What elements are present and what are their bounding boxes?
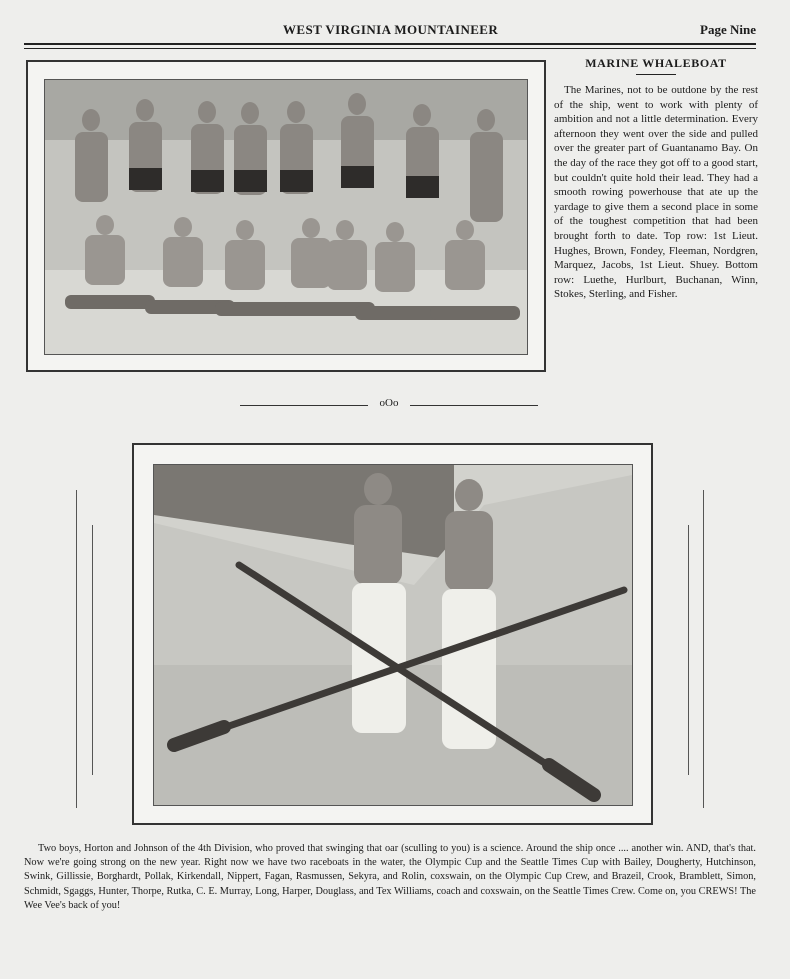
oar-photo-frame	[132, 443, 653, 825]
oar-photo-image	[154, 465, 632, 805]
crew-photo-image	[45, 80, 527, 354]
decorative-vline-left-outer	[76, 490, 77, 808]
marine-whaleboat-article	[554, 56, 758, 302]
separator-ornament: oOo	[379, 397, 399, 409]
crew-photo-frame	[26, 60, 546, 372]
title-underline	[636, 74, 676, 75]
page-header	[24, 22, 756, 42]
horton-johnson-oar-photo	[153, 464, 633, 806]
article-title: MARINE WHALEBOAT	[585, 56, 727, 70]
page-number: Page Nine	[700, 22, 756, 37]
article-body: The Marines, not to be outdone by the rest of the ship, went to work with plenty of ambition and not a little determination. Every afternoon they went over the side and pulled over the greater part of Guantanamo Bay. On the day of the race they got off to a good start, but couldn't quite hold their lead. They had a smooth rowing powerhouse that ate up the yardage to give them a second place in some of the toughest competition that had been brought forth to date. Top row: 1st Lieut. Hughes, Brown, Fondey, Fleeman, Nordgren, Marquez, Jacobs, 1st Lieut. Shuey. Bottom row: Luethe, Hurlburt, Buchanan, Winn, Stokes, Sterling, and Fisher.	[554, 84, 758, 301]
separator-line-right	[410, 405, 538, 406]
section-separator	[240, 397, 538, 413]
oar-photo-caption: Two boys, Horton and Johnson of the 4th Division, who proved that swinging that oar (sculling to you) is a science. Around the ship once .... another win. AND, that's that. Now we're going strong on the new year. Right now we have two raceboats in the water, the Olympic Cup and the Seattle Times Cup with Bailey, Dougherty, Hutchinson, Swink, Gillissie, Borghardt, Pollak, Kirkendall, Nippert, Fagan, Rasmussen, Sekyra, and Rolin, coxswain, on the Olympic Cup Crew, and Brazeil, Crook, Bramblett, Simon, Schmidt, Sgaggs, Hunter, Thorpe, Rutka, C. E. Murray, Long, Harper, Douglass, and Tex Williams, coach and coxswain, on the Seattle Times Crew. Come on, you CREWS! The Wee Vee's back of you!	[24, 843, 756, 911]
decorative-vline-right-outer	[703, 490, 704, 808]
masthead: WEST VIRGINIA MOUNTAINEER	[283, 22, 499, 37]
header-rule-thick	[24, 43, 756, 45]
header-rule-thin	[24, 48, 756, 49]
marine-whaleboat-crew-photo	[44, 79, 528, 355]
decorative-vline-left-inner	[92, 525, 93, 775]
decorative-vline-right-inner	[688, 525, 689, 775]
